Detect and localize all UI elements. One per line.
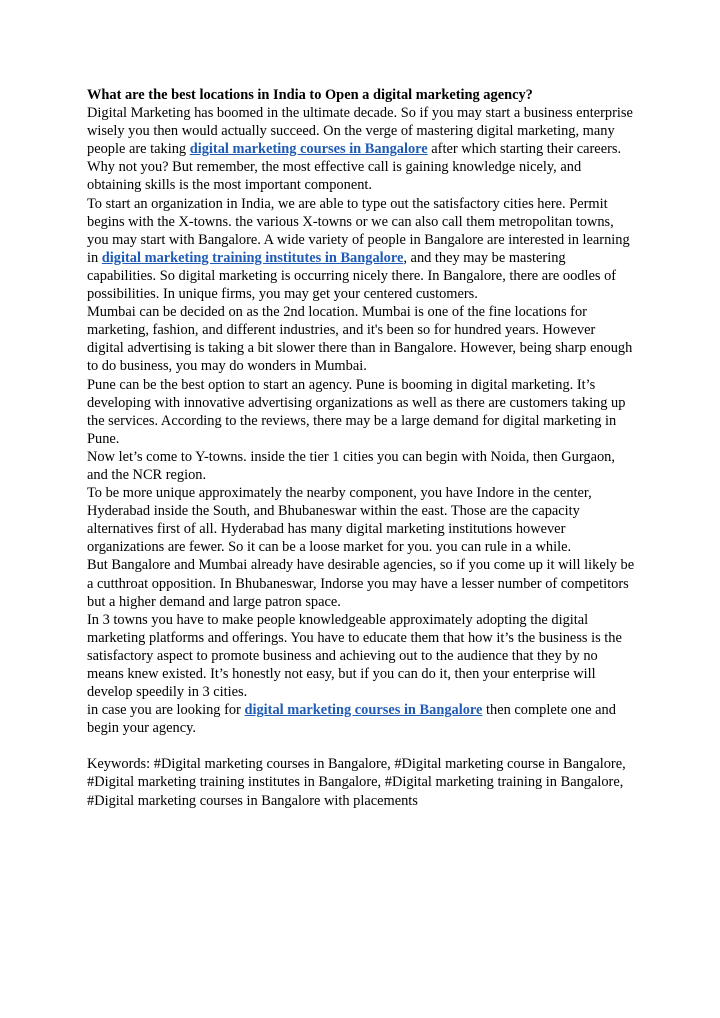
paragraph-closing-text-2: then complete one and begin your agency. <box>87 702 616 737</box>
document-body <box>87 86 635 810</box>
paragraph-x-towns-text-1: To start an organization in India, we are able to type out the satisfactory cities here. Permit begins with the X-towns. the various X-towns or we can also call them metropolitan towns, you may start with Bangalore. A wide variety of people in Bangalore are interested in learning in <box>87 195 630 266</box>
paragraph-regions: To be more unique approximately the nearby component, you have Indore in the center, Hyderabad inside the South, and Bhubaneswar within the east. Those are the capacity alternatives first of all. Hyderabad has many digital marketing institutions however organizations are fewer. So it can be a loose market for you. you can rule in a while. <box>87 485 592 556</box>
paragraph-intro-text-2: after which starting their careers. Why not you? But remember, the most effective call is gaining knowledge nicely, and obtaining skills is the most important component. <box>87 141 622 194</box>
link-digital-marketing-courses-1[interactable]: digital marketing courses in Bangalore <box>189 141 428 158</box>
paragraph-mumbai: Mumbai can be decided on as the 2nd location. Mumbai is one of the fine locations for marketing, fashion, and different industries, and it's been so for hundred years. However digital advertising is taking a bit slower there than in Bangalore. However, being sharp enough to do business, you may do wonders in Mumbai. <box>87 304 633 375</box>
paragraph-y-towns: Now let’s come to Y-towns. inside the tier 1 cities you can begin with Noida, then Gurgaon, and the NCR region. <box>87 448 615 483</box>
paragraph-pune: Pune can be the best option to start an agency. Pune is booming in digital marketing. It’s developing with innovative advertising organizations as well as there are customers taking up the services. According to the reviews, there may be a large demand for digital marketing in Pune. <box>87 376 626 447</box>
paragraph-intro-text-1: Digital Marketing has boomed in the ultimate decade. So if you may start a business enterprise wisely you then would actually succeed. On the verge of mastering digital marketing, many people are taking <box>87 105 633 158</box>
paragraph-x-towns-text-2: , and they may be mastering capabilities. So digital marketing is occurring nicely there. In Bangalore, there are oodles of possibilities. In unique firms, you may get your centered customers. <box>87 249 617 303</box>
paragraph-competition: But Bangalore and Mumbai already have desirable agencies, so if you come up it will likely be a cutthroat opposition. In Bhubaneswar, Indorse you may have a lesser number of competitors but a higher demand and large patron space. <box>87 557 635 610</box>
paragraph-closing <box>87 701 635 737</box>
blank-line <box>87 737 635 755</box>
document-title: What are the best locations in India to Open a digital marketing agency? <box>87 87 533 103</box>
link-digital-marketing-training-institutes[interactable]: digital marketing training institutes in Bangalore <box>101 249 404 266</box>
keywords-paragraph: Keywords: #Digital marketing courses in Bangalore, #Digital marketing course in Bangalore, #Digital marketing training institutes in Bangalore, #Digital marketing training in Bangalore, #Digital marketing courses in Bangalore with placements <box>87 756 626 809</box>
paragraph-intro <box>87 104 635 194</box>
paragraph-x-towns <box>87 195 635 304</box>
paragraph-closing-text-1: in case you are looking for <box>87 702 245 719</box>
paragraph-three-towns: In 3 towns you have to make people knowledgeable approximately adopting the digital marketing platforms and offerings. You have to educate them that how it’s the business is the satisfactory aspect to promote business and achieving out to the audience that they by no means knew existed. It’s honestly not easy, but if you can do it, then your enterprise will develop speedily in 3 cities. <box>87 611 622 701</box>
link-digital-marketing-courses-2[interactable]: digital marketing courses in Bangalore <box>244 702 483 719</box>
